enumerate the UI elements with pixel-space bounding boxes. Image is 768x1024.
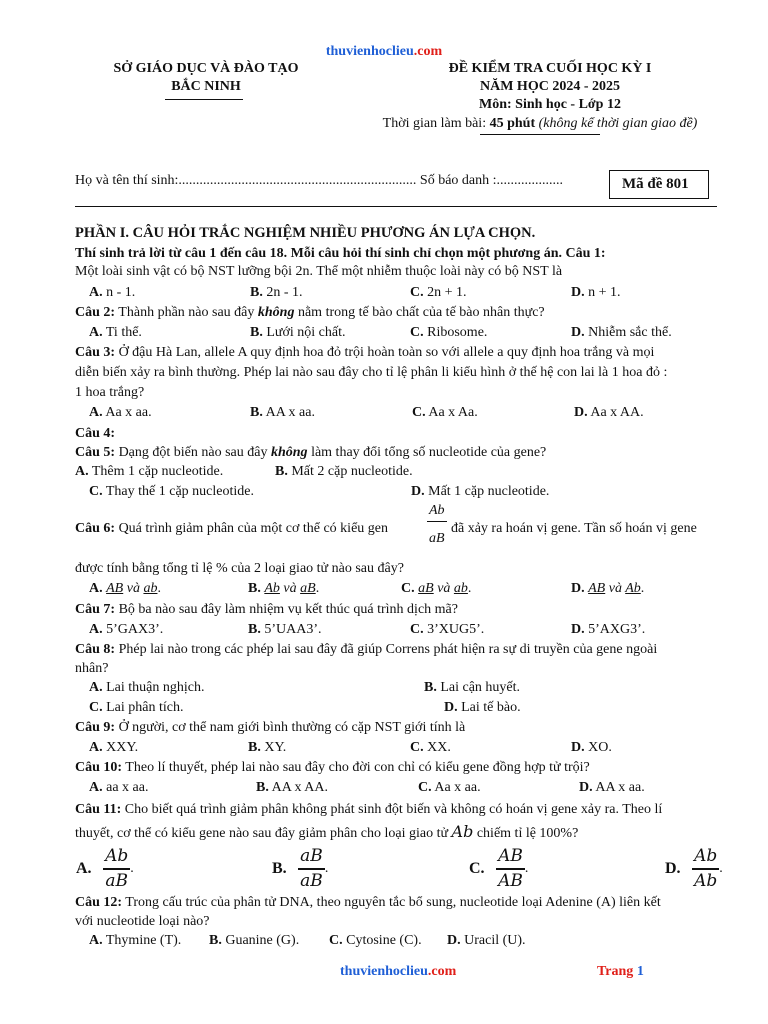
- site-watermark-bottom[interactable]: [340, 964, 456, 980]
- fraction-denominator: aB: [103, 868, 130, 890]
- q1-option-d[interactable]: [571, 285, 621, 301]
- q9-text: [75, 720, 465, 736]
- q6-text-pre: [75, 521, 388, 537]
- option-letter: A.: [89, 780, 103, 795]
- question-label: Câu 9:: [75, 720, 116, 735]
- option-letter: D.: [571, 740, 585, 755]
- option-letter: A.: [89, 740, 103, 755]
- q5-option-b[interactable]: [275, 464, 413, 480]
- part1-title: PHẦN I. CÂU HỎI TRẮC NGHIỆM NHIỀU PHƯƠNG ÁN LỰA CHỌN.: [75, 225, 536, 241]
- option-letter: B.: [248, 622, 261, 637]
- q7-option-d[interactable]: [571, 622, 645, 638]
- q2-text-pre: Thành phần nào sau đây: [115, 305, 258, 320]
- option-letter: B.: [250, 285, 263, 300]
- q2-emphasis: không: [257, 305, 295, 320]
- q10-option-b[interactable]: [256, 780, 328, 796]
- option-letter: D.: [571, 285, 585, 300]
- q7-option-b[interactable]: [248, 622, 322, 638]
- option-letter: B.: [248, 740, 261, 755]
- option-letter: D.: [665, 860, 681, 877]
- q2-text-post: nằm trong tế bào chất của tế bào nhân thực?: [294, 305, 545, 320]
- page-number: [597, 964, 644, 980]
- option-text: Aa x aa.: [105, 405, 152, 420]
- q12-option-c[interactable]: [329, 933, 422, 949]
- option-letter: B.: [424, 680, 437, 695]
- option-text: Guanine (G).: [225, 933, 300, 948]
- option-letter: B.: [250, 405, 263, 420]
- fraction-denominator: aB: [427, 521, 447, 546]
- exam-duration: [340, 116, 740, 132]
- option-letter: C.: [410, 740, 424, 755]
- q10-option-c[interactable]: [418, 780, 481, 796]
- q11-gamete: Ab: [451, 822, 474, 841]
- option-text: 5’AXG3’.: [588, 622, 646, 637]
- option-text: Ti thể.: [105, 325, 142, 340]
- option-letter: B.: [272, 860, 287, 877]
- option-text: Uracil (U).: [464, 933, 526, 948]
- gamete-2: ab: [143, 581, 158, 596]
- question-label: Câu 3:: [75, 345, 116, 360]
- option-text: Lai phân tích.: [106, 700, 184, 715]
- duration-note: (không kể thời gian giao đề): [535, 116, 698, 131]
- option-letter: D.: [447, 933, 461, 948]
- q8-option-c[interactable]: [89, 700, 184, 716]
- q5-text-post: làm thay đổi tổng số nucleotide của gene?: [307, 445, 547, 460]
- option-text: 2n + 1.: [427, 285, 467, 300]
- q5-option-a[interactable]: [75, 464, 223, 480]
- q10-option-a[interactable]: [89, 780, 148, 796]
- option-letter: A.: [89, 581, 103, 596]
- option-letter: D.: [571, 581, 585, 596]
- option-text: AA x aa.: [595, 780, 645, 795]
- q3-text-line1: [75, 345, 654, 361]
- q12-option-d[interactable]: [447, 933, 526, 949]
- option-letter: A.: [89, 325, 103, 340]
- question-label: Câu 7:: [75, 602, 116, 617]
- question-label: Câu 10:: [75, 760, 123, 775]
- option-letter: A.: [89, 622, 103, 637]
- option-letter: C.: [410, 285, 424, 300]
- footer-site-tld: .com: [427, 964, 457, 979]
- q11-line2-post: chiếm tỉ lệ 100%?: [473, 826, 579, 841]
- fraction-numerator: AB: [498, 846, 523, 866]
- site-name: thuvienhoclieu: [325, 44, 414, 59]
- option-letter: C.: [410, 325, 424, 340]
- option-text: XO.: [588, 740, 612, 755]
- option-text: XX.: [427, 740, 451, 755]
- question-label: Câu 8:: [75, 642, 116, 657]
- q9-option-d[interactable]: [571, 740, 612, 756]
- option-text: Thêm 1 cặp nucleotide.: [91, 464, 224, 479]
- fraction-denominator: Ab: [692, 868, 719, 890]
- option-text: Thymine (T).: [105, 933, 182, 948]
- option-text: n + 1.: [588, 285, 621, 300]
- option-letter: A.: [75, 464, 89, 479]
- gamete-1: Ab: [264, 581, 280, 596]
- option-letter: A.: [89, 285, 103, 300]
- q2-option-b[interactable]: [250, 325, 345, 341]
- q11-option-d[interactable]: D. $\frac{Ab}{Ab}$ .: [665, 846, 723, 891]
- q4-label: Câu 4:: [75, 426, 116, 441]
- q2-text: [75, 305, 545, 321]
- option-letter: B.: [256, 780, 269, 795]
- q11-text-line2: [75, 822, 578, 842]
- question-label: Câu 5:: [75, 445, 116, 460]
- question-label: Câu 11:: [75, 802, 122, 817]
- site-tld: .com: [413, 44, 443, 59]
- q5-text-pre: Dạng đột biến nào sau đây: [115, 445, 271, 460]
- option-letter: A.: [89, 933, 103, 948]
- option-letter: B.: [250, 325, 263, 340]
- question-label: Câu 12:: [75, 895, 123, 910]
- option-text: 5’GAX3’.: [106, 622, 164, 637]
- q2-option-a[interactable]: [89, 325, 142, 341]
- option-text: AA x aa.: [265, 405, 315, 420]
- q11-text-line1: [75, 802, 662, 818]
- option-letter: D.: [579, 780, 593, 795]
- q3-option-d[interactable]: [574, 405, 644, 421]
- q12-option-b[interactable]: [209, 933, 299, 949]
- option-letter: A.: [89, 680, 103, 695]
- q8-line1: Phép lai nào trong các phép lai sau đây đã giúp Correns phát hiện ra sự di truyền của gene ngoài: [115, 642, 658, 657]
- q8-option-b[interactable]: [424, 680, 520, 696]
- option-letter: D.: [574, 405, 588, 420]
- option-letter: B.: [209, 933, 222, 948]
- option-text: Ribosome.: [427, 325, 488, 340]
- option-text: Mất 2 cặp nucleotide.: [291, 464, 413, 479]
- option-text: 2n - 1.: [266, 285, 303, 300]
- option-letter: B.: [275, 464, 288, 479]
- option-letter: A.: [89, 405, 103, 420]
- gamete-1: aB: [418, 581, 434, 596]
- site-watermark-top[interactable]: [0, 44, 768, 60]
- option-text: Cytosine (C).: [346, 933, 422, 948]
- q9-body: Ở người, cơ thể nam giới bình thường có cặp NST giới tính là: [115, 720, 466, 735]
- q10-option-d[interactable]: [579, 780, 645, 796]
- q9-option-b[interactable]: [248, 740, 286, 756]
- gamete-1: AB: [106, 581, 124, 596]
- option-text: 5’UAA3’.: [264, 622, 322, 637]
- fraction-numerator: Ab: [105, 846, 129, 866]
- footer-site-name: thuvienhoclieu: [340, 964, 428, 979]
- q2-option-c[interactable]: [410, 325, 487, 341]
- q3-option-c[interactable]: [412, 405, 478, 421]
- q3-text-line3: 1 hoa trắng?: [75, 385, 145, 400]
- q7-text: [75, 602, 458, 618]
- q3-option-b[interactable]: [250, 405, 315, 421]
- department-name: SỞ GIÁO DỤC VÀ ĐÀO TẠO: [113, 61, 299, 76]
- option-letter: C.: [412, 405, 426, 420]
- header-divider: [165, 99, 243, 100]
- candidate-divider: [75, 206, 717, 207]
- option-text: XXY.: [106, 740, 139, 755]
- q12-option-a[interactable]: [89, 933, 181, 949]
- q1-option-a[interactable]: [89, 285, 135, 301]
- duration-label: Thời gian làm bài:: [382, 116, 490, 131]
- option-letter: A.: [76, 860, 92, 877]
- q12-line1: Trong cấu trúc của phân tử DNA, theo nguyên tắc bổ sung, nucleotide loại Adenine (A) liên kết: [122, 895, 661, 910]
- q7-body: Bộ ba nào sau đây làm nhiệm vụ kết thúc quá trình dịch mã?: [115, 602, 458, 617]
- option-letter: C.: [418, 780, 432, 795]
- option-letter: D.: [571, 622, 585, 637]
- option-text: XY.: [264, 740, 287, 755]
- duration-underline: [480, 134, 600, 135]
- q8-option-d[interactable]: [444, 700, 521, 716]
- gamete-2: ab: [453, 581, 468, 596]
- option-letter: C.: [469, 860, 485, 877]
- q6-option-c[interactable]: C. aB và ab.: [401, 581, 472, 596]
- q10-text: [75, 760, 590, 776]
- option-text: 3’XUG5’.: [427, 622, 485, 637]
- option-text: Nhiễm sắc thể.: [588, 325, 672, 340]
- exam-title: ĐỀ KIỂM TRA CUỐI HỌC KỲ I: [448, 61, 652, 76]
- option-text: Lai thuận nghịch.: [106, 680, 205, 695]
- option-text: Mất 1 cặp nucleotide.: [428, 484, 550, 499]
- q11-line1: Cho biết quá trình giảm phân không phát sinh đột biến và không có hoán vị gene xảy ra. Theo lí: [121, 802, 663, 817]
- gamete-2: Ab: [625, 581, 641, 596]
- page-label: Trang: [597, 964, 637, 979]
- q3-text-line2: diễn biến xảy ra bình thường. Phép lai nào sau đây cho tỉ lệ phân li kiểu hình ở thế hệ con lai là 1 hoa đỏ :: [75, 365, 668, 380]
- q12-text-line2: với nucleotide loại nào?: [75, 914, 210, 929]
- joiner: và: [433, 581, 454, 596]
- question-label: Câu 6:: [75, 521, 116, 536]
- candidate-info-line: Họ và tên thí sinh:.................................................................... Số báo danh :...................: [75, 173, 564, 188]
- option-text: Thay thế 1 cặp nucleotide.: [105, 484, 254, 499]
- q6-option-b[interactable]: B. Ab và aB.: [248, 581, 320, 596]
- option-letter: D.: [411, 484, 425, 499]
- province-name: BẮC NINH: [171, 79, 241, 94]
- q10-body: Theo lí thuyết, phép lai nào sau đây cho đời con chỉ có kiểu gene đồng hợp tử trội?: [122, 760, 590, 775]
- part1-instruction: Thí sinh trả lời từ câu 1 đến câu 18. Mỗi câu hỏi thí sinh chỉ chọn một phương án. Câu 1:: [75, 246, 606, 261]
- q11-option-c[interactable]: C. $\frac{AB}{AB}$ .: [469, 846, 529, 891]
- q11-option-a[interactable]: A. $\frac{Ab}{aB}$ .: [76, 846, 134, 891]
- q1-text: Một loài sinh vật có bộ NST lưỡng bội 2n. Thể một nhiễm thuộc loài này có bộ NST là: [75, 264, 563, 279]
- exam-subject: Môn: Sinh học - Lớp 12: [479, 97, 621, 112]
- option-letter: C.: [410, 622, 424, 637]
- q8-option-a[interactable]: [89, 680, 205, 696]
- option-letter: D.: [444, 700, 458, 715]
- q9-option-c[interactable]: [410, 740, 451, 756]
- option-text: AA x AA.: [271, 780, 328, 795]
- q8-text-line2: nhân?: [75, 661, 109, 676]
- exam-code-box: Mã đề 801: [609, 170, 709, 199]
- q7-option-a[interactable]: [89, 622, 163, 638]
- option-letter: D.: [571, 325, 585, 340]
- q11-line2-pre: thuyết, cơ thể có kiểu gene nào sau đây giảm phân cho loại giao tử: [75, 826, 452, 841]
- fraction-numerator: aB: [300, 846, 323, 866]
- option-text: Lai tế bào.: [461, 700, 521, 715]
- q9-option-a[interactable]: [89, 740, 138, 756]
- q7-option-c[interactable]: [410, 622, 484, 638]
- fraction-numerator: Ab: [694, 846, 718, 866]
- q2-option-d[interactable]: [571, 325, 672, 341]
- joiner: và: [123, 581, 144, 596]
- option-letter: C.: [401, 581, 415, 596]
- option-letter: C.: [89, 484, 103, 499]
- option-letter: B.: [248, 581, 261, 596]
- q6-option-d[interactable]: D. AB và Ab.: [571, 581, 645, 596]
- q11-option-b[interactable]: B. $\frac{aB}{aB}$ .: [272, 846, 329, 891]
- fraction-denominator: AB: [496, 868, 525, 890]
- q6-genotype-fraction: [427, 504, 447, 546]
- option-letter: C.: [329, 933, 343, 948]
- q12-text-line1: [75, 895, 661, 911]
- q5-emphasis: không: [270, 445, 308, 460]
- exam-year: NĂM HỌC 2024 - 2025: [480, 79, 620, 94]
- option-text: aa x aa.: [106, 780, 149, 795]
- duration-value: 45 phút: [489, 116, 536, 131]
- q6-pre: Quá trình giảm phân của một cơ thể có kiểu gen: [115, 521, 388, 536]
- q3-option-a[interactable]: [89, 405, 152, 421]
- question-label: Câu 2:: [75, 305, 116, 320]
- q8-text-line1: [75, 642, 657, 658]
- joiner: và: [279, 581, 301, 596]
- q6-text-post: đã xảy ra hoán vị gene. Tần số hoán vị gene: [451, 521, 697, 536]
- q5-text: [75, 445, 546, 461]
- q6-option-a[interactable]: A. AB và ab.: [89, 581, 161, 596]
- joiner: và: [605, 581, 626, 596]
- option-text: Lưới nội chất.: [266, 325, 346, 340]
- gamete-2: aB: [300, 581, 316, 596]
- q1-option-b[interactable]: [250, 285, 303, 301]
- q5-option-c[interactable]: [89, 484, 254, 500]
- gamete-1: AB: [588, 581, 606, 596]
- fraction-denominator: aB: [298, 868, 325, 890]
- q3-line1: Ở đậu Hà Lan, allele A quy định hoa đỏ trội hoàn toàn so với allele a quy định hoa trắng và mọi: [115, 345, 655, 360]
- fraction-numerator: Ab: [429, 503, 445, 518]
- option-text: Lai cận huyết.: [440, 680, 521, 695]
- q6-text-line2: được tính bằng tổng tỉ lệ % của 2 loại giao tử nào sau đây?: [75, 561, 404, 576]
- option-letter: C.: [89, 700, 103, 715]
- option-text: n - 1.: [106, 285, 136, 300]
- option-text: Aa x aa.: [434, 780, 481, 795]
- option-text: Aa x Aa.: [428, 405, 478, 420]
- option-text: Aa x AA.: [590, 405, 644, 420]
- q5-option-d[interactable]: [411, 484, 549, 500]
- q1-option-c[interactable]: [410, 285, 467, 301]
- page-number-value: 1: [636, 964, 644, 979]
